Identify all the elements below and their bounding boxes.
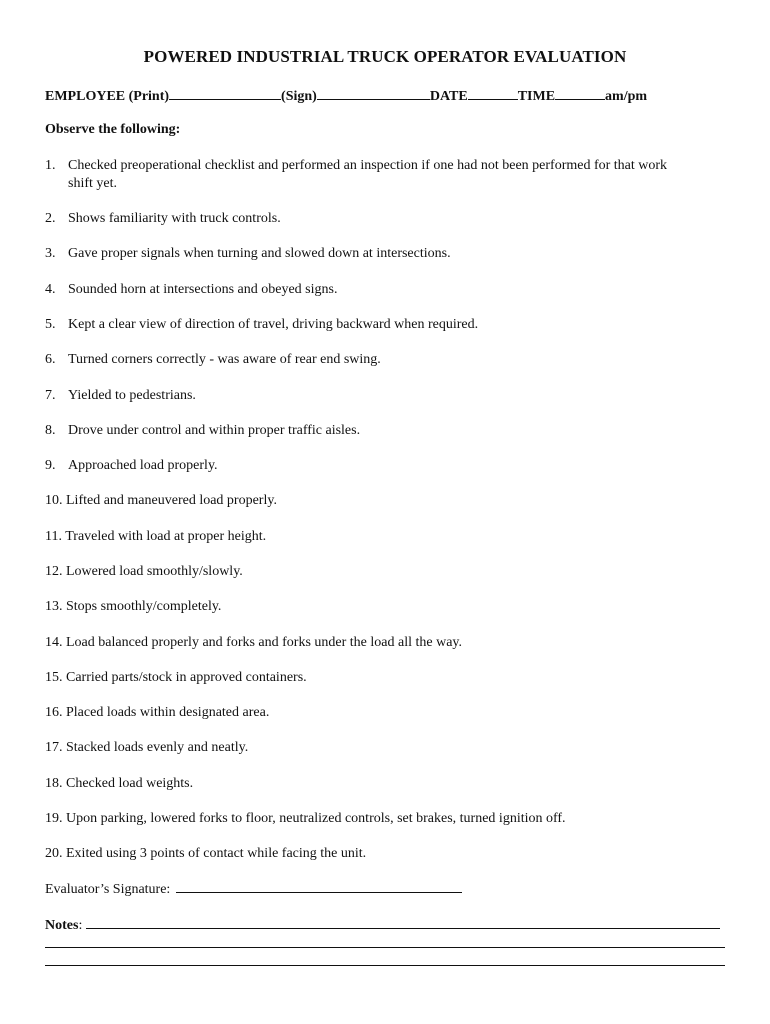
item-number: 6. [45,352,56,367]
item-text: Turned corners correctly - was aware of rear end swing. [68,352,381,367]
checklist-item [45,598,221,616]
employee-sign-field[interactable] [317,86,430,100]
notes-field-line-2[interactable] [45,947,725,948]
item-text: Checked load weights. [66,776,194,791]
checklist-item [45,387,196,405]
item-number: 1. [45,158,56,173]
item-text: Checked preoperational checklist and performed an inspection if one had not been performed for that work [68,158,668,173]
evaluator-signature-label: Evaluator’s Signature: [45,882,171,897]
notes-row [45,915,720,934]
evaluator-signature-field[interactable] [176,879,462,893]
notes-label: Notes [45,918,79,933]
item-text: Sounded horn at intersections and obeyed signs. [68,282,338,297]
item-number: 17. [45,740,63,755]
checklist-item [45,775,193,793]
employee-print-field[interactable] [169,86,281,100]
item-number: 18. [45,776,63,791]
checklist-item [45,634,462,652]
item-number: 3. [45,246,56,261]
item-number: 8. [45,423,56,438]
checklist-item [45,422,360,440]
item-text: Lowered load smoothly/slowly. [66,564,243,579]
date-label: DATE [429,89,468,104]
item-number: 20. [45,846,63,861]
checklist-item [45,245,451,263]
item-text: Carried parts/stock in approved containers. [66,670,307,685]
item-text: Kept a clear view of direction of travel, driving backward when required. [68,317,479,332]
checklist-item [45,739,248,757]
item-text: Gave proper signals when turning and slowed down at intersections. [68,246,451,261]
item-number: 7. [45,388,56,403]
item-text: Exited using 3 points of contact while facing the unit. [66,846,367,861]
item-number: 19. [45,811,63,826]
checklist-item [45,316,478,334]
checklist-item [45,704,269,722]
notes-field-line-1[interactable] [86,915,720,929]
checklist-item [45,157,667,193]
item-text: Placed loads within designated area. [66,705,270,720]
item-text: Approached load properly. [68,458,218,473]
item-number: 14. [45,635,63,650]
item-text: Stops smoothly/completely. [66,599,222,614]
item-number: 12. [45,564,63,579]
employee-print-label: EMPLOYEE (Print) [45,89,170,104]
item-text: Stacked loads evenly and neatly. [66,740,249,755]
employee-info-row [45,86,647,105]
item-text: Load balanced properly and forks and forks under the load all the way. [66,635,463,650]
item-text: Upon parking, lowered forks to floor, neutralized controls, set brakes, turned ignition off. [66,811,566,826]
item-text-continued: shift yet. [68,176,117,191]
item-text: Yielded to pedestrians. [68,388,196,403]
checklist-item [45,457,218,475]
item-number: 13. [45,599,63,614]
item-number: 10. [45,493,63,508]
notes-colon: : [78,918,83,933]
item-number: 9. [45,458,56,473]
item-number: 2. [45,211,56,226]
checklist-item [45,845,366,863]
checklist-item [45,810,566,828]
form-title: POWERED INDUSTRIAL TRUCK OPERATOR EVALUATION [143,47,627,66]
employee-sign-label: (Sign) [281,89,317,104]
date-field[interactable] [468,86,518,100]
item-number: 5. [45,317,56,332]
item-number: 16. [45,705,63,720]
evaluator-signature-row [45,879,462,898]
checklist-item [45,669,307,687]
item-number: 4. [45,282,56,297]
checklist-item [45,528,266,546]
item-text: Drove under control and within proper traffic aisles. [68,423,361,438]
checklist-item [45,281,337,299]
item-number: 11. [45,529,62,544]
checklist-item [45,351,381,369]
time-label: TIME [517,89,556,104]
item-number: 15. [45,670,63,685]
checklist-item [45,210,281,228]
checklist-item [45,492,277,510]
notes-field-line-3[interactable] [45,965,725,966]
item-text: Shows familiarity with truck controls. [68,211,281,226]
item-text: Traveled with load at proper height. [65,529,267,544]
time-field[interactable] [555,86,605,100]
item-text: Lifted and maneuvered load properly. [66,493,277,508]
ampm-label: am/pm [605,89,648,104]
observe-heading: Observe the following: [45,122,181,137]
checklist-item [45,563,243,581]
